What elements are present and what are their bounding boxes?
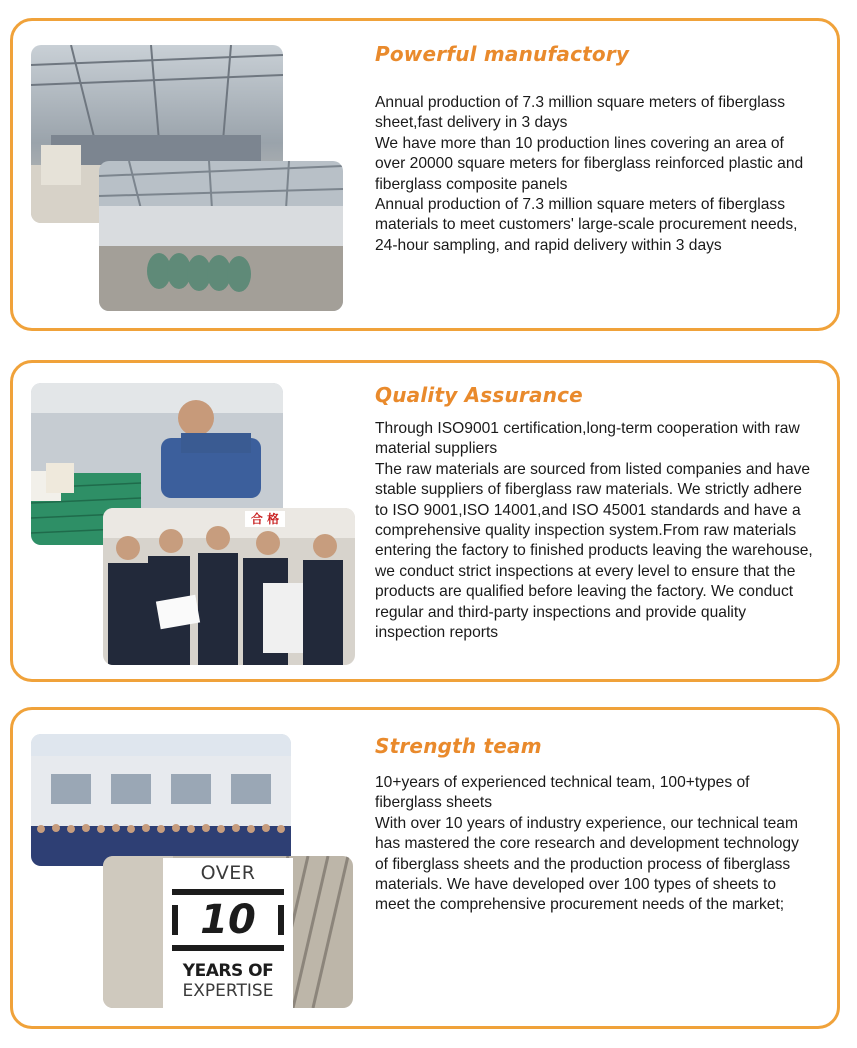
- section-powerful-manufactory: [10, 18, 840, 331]
- section-strength-team: [10, 707, 840, 1029]
- expertise-badge: [163, 858, 293, 1008]
- section-title: Strength team: [375, 734, 542, 758]
- badge-number: 10: [200, 897, 256, 943]
- paragraph: We have more than 10 production lines covering an area of over 20000 square meters for fiberglass reinforced plastic and fiberglass composite panels: [375, 134, 804, 193]
- badge-number-box: [172, 889, 284, 951]
- section-body: [375, 419, 815, 643]
- paragraph: Annual production of 7.3 million square meters of fiberglass materials to meet customers' large-scale procurement needs, 24-hour sampling, and rapid delivery within 3 days: [375, 196, 798, 254]
- badge-years-of: YEARS OF: [182, 961, 274, 981]
- paragraph: Through ISO9001 certification,long-term cooperation with raw material suppliers: [375, 420, 800, 458]
- paragraph: The raw materials are sourced from listed companies and have stable suppliers of fiberglass raw materials. We strictly adhere to ISO 9001,ISO 14001,and ISO 45001 standards and have a comprehensive quality inspection system.From raw materials entering the factory to finished products leaving the warehouse, we conduct strict inspections at every level to ensure that the products are qualified before leaving the factory. We conduct regular and third-party inspections and provide quality inspection reports: [375, 460, 813, 642]
- badge-over: OVER: [200, 862, 256, 884]
- qualified-sign-text: 合 格: [250, 512, 280, 526]
- section-quality-assurance: [10, 360, 840, 682]
- section-body: [375, 773, 815, 916]
- paragraph: 10+years of experienced technical team, 100+types of fiberglass sheets: [375, 774, 750, 812]
- team-inspection-photo: [103, 508, 355, 665]
- section-title: Quality Assurance: [375, 383, 583, 407]
- paragraph: Annual production of 7.3 million square meters of fiberglass sheet,fast delivery in 3 days: [375, 94, 785, 132]
- qualified-sign: [245, 511, 285, 527]
- factory-photo-2: [99, 161, 343, 311]
- section-title: Powerful manufactory: [375, 42, 630, 66]
- paragraph: With over 10 years of industry experience, our technical team has mastered the core research and development technology of fiberglass sheets and the production process of fiberglass materials. We have developed over 100 types of sheets to meet the comprehensive procurement needs of the market;: [375, 814, 799, 914]
- section-body: [375, 93, 815, 256]
- badge-expertise: EXPERTISE: [182, 981, 274, 1001]
- team-photo: [31, 734, 291, 866]
